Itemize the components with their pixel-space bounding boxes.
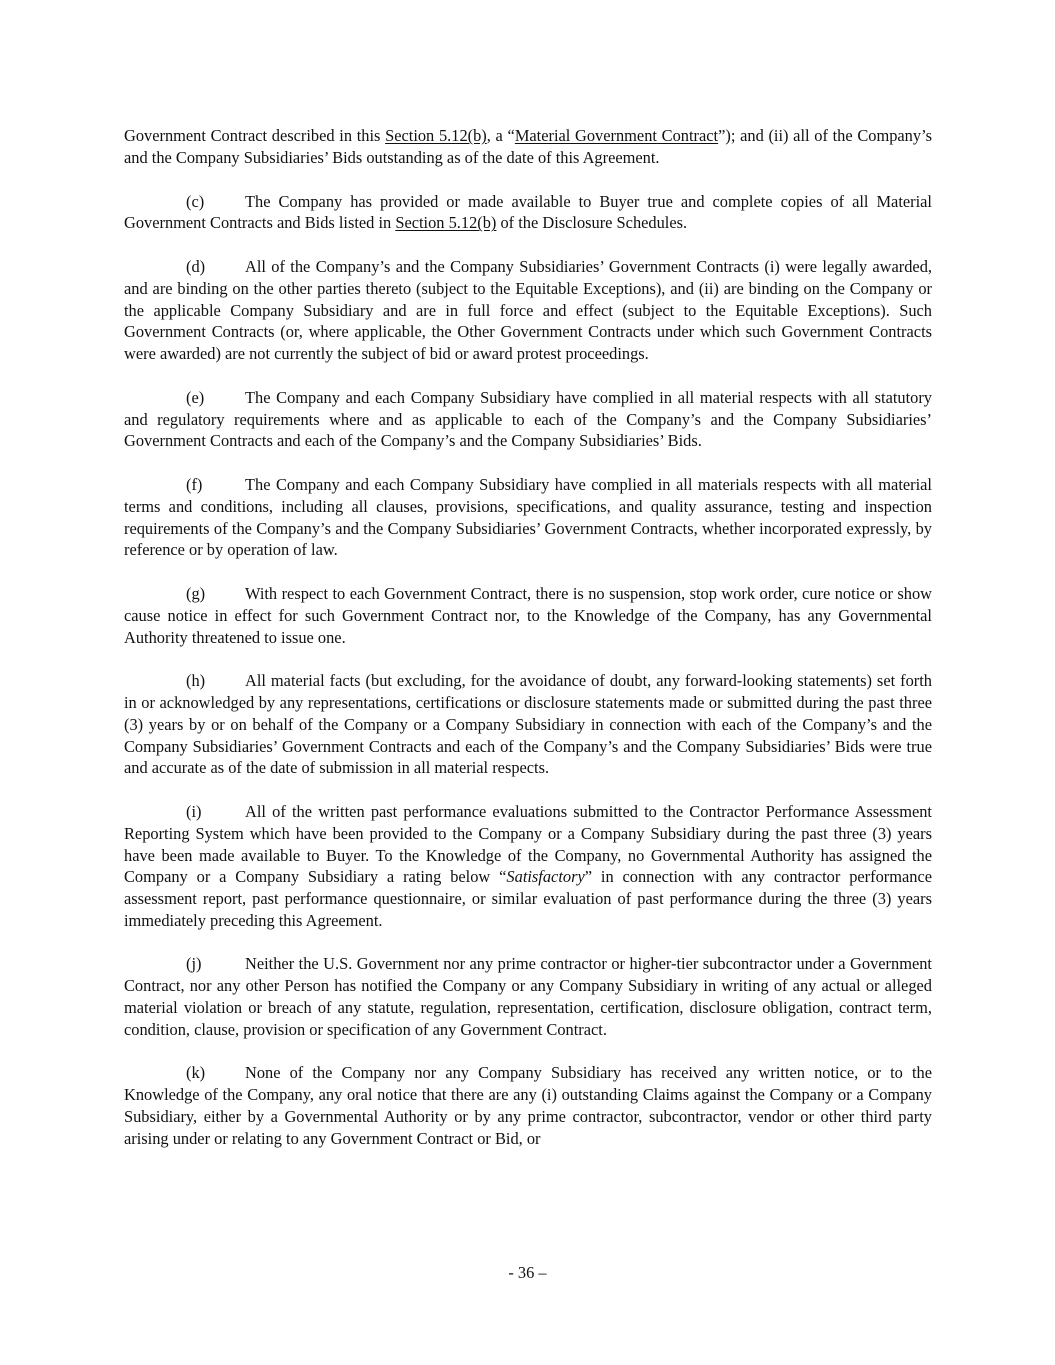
rating-term: Satisfactory <box>506 867 585 887</box>
paragraph-text: All material facts (but excluding, for the avoidance of doubt, any forward-looking statements) set forth in or acknowledged by any representations, certifications or disclosure statements made or submitted during the past three (3) years by or on behalf of the Company or a Company Subsidiary in connection with each of the Company’s and the Company Subsidiaries’ Government Contracts and each of the Company’s and the Company Subsidiaries’ Bids were true and accurate as of the date of submission in all material respects. <box>124 671 932 778</box>
paragraph-text: ” in connection with any contractor performance assessment report, past performance questionnaire, or similar evaluation of past performance during the three (3) years immediately preceding this Agreement. <box>124 867 933 930</box>
paragraph-label: (c) <box>186 191 205 211</box>
document-page <box>124 125 932 1171</box>
paragraph-text: The Company and each Company Subsidiary have complied in all materials respects with all material terms and conditions, including all clauses, provisions, specifications, and quality assurance, testing and inspection requirements of the Company’s and the Company Subsidiaries’ Government Contracts, whether incorporated expressly, by reference or by operation of law. <box>124 474 932 560</box>
section-reference: Section 5.12(b) <box>395 213 497 233</box>
paragraph-text: The Company has provided or made available to Buyer true and complete copies of all Material Government Contracts and Bids listed in <box>124 191 932 233</box>
paragraph-h <box>124 670 932 779</box>
paragraph-text: Government Contract described in this <box>124 126 386 145</box>
page-number: - 36 – <box>508 1263 547 1282</box>
paragraph-k <box>124 1062 932 1149</box>
paragraph-label: (k) <box>186 1063 206 1083</box>
paragraph-label: (g) <box>186 583 206 603</box>
paragraph-label: (f) <box>186 474 203 494</box>
paragraph-label: (j) <box>186 954 202 974</box>
paragraph-label: (d) <box>186 256 206 276</box>
paragraph-text: All of the written past performance evaluations submitted to the Contractor Performance Assessment Reporting System which have been provided to the Company or a Company Subsidiary during the past three (3) years have been made available to Buyer. To the Knowledge of the Company, no Governmental Authority has assigned the Company or a Company Subsidiary a rating below “ <box>124 801 932 887</box>
paragraph-text: Neither the U.S. Government nor any prime contractor or higher-tier subcontractor under a Government Contract, nor any other Person has notified the Company or any Company Subsidiary in writing of any actual or alleged material violation or breach of any statute, regulation, representation, certification, disclosure obligation, contract term, condition, clause, provision or specification of any Government Contract. <box>124 954 932 1039</box>
paragraph-text: of the Disclosure Schedules. <box>496 213 688 233</box>
paragraph-i <box>124 801 932 932</box>
paragraph-label: (e) <box>186 387 205 407</box>
paragraph-e <box>124 387 932 452</box>
paragraph-text: The Company and each Company Subsidiary have complied in all material respects with all statutory and regulatory requirements where and as applicable to each of the Company’s and the Company Subsidiaries’ Government Contracts and each of the Company’s and the Company Subsidiaries’ Bids. <box>124 387 932 451</box>
paragraph-continuation <box>124 125 932 169</box>
section-reference: Section 5.12(b) <box>385 126 487 145</box>
paragraph-text: ”); and (ii) all of the Company’s and the Company Subsidiaries’ Bids outstanding as of the date of this Agreement. <box>124 126 933 167</box>
paragraph-d <box>124 256 932 365</box>
paragraph-text: None of the Company nor any Company Subsidiary has received any written notice, or to the Knowledge of the Company, any oral notice that there are any (i) outstanding Claims against the Company or a Company Subsidiary, either by a Governmental Authority or by any prime contractor, subcontractor, vendor or other third party arising under or relating to any Government Contract or Bid, or <box>124 1063 932 1148</box>
paragraph-c <box>124 191 932 235</box>
defined-term: Material Government Contract <box>514 126 719 145</box>
paragraph-label: (i) <box>186 801 202 821</box>
paragraph-g <box>124 583 932 648</box>
paragraph-f <box>124 474 932 561</box>
paragraph-text: , a “ <box>486 126 515 145</box>
paragraph-text: With respect to each Government Contract, there is no suspension, stop work order, cure notice or show cause notice in effect for such Government Contract nor, to the Knowledge of the Company, has any Governmental Authority threatened to issue one. <box>124 583 932 647</box>
paragraph-text: All of the Company’s and the Company Subsidiaries’ Government Contracts (i) were legally awarded, and are binding on the other parties thereto (subject to the Equitable Exceptions), and (ii) are binding on the Company or the applicable Company Subsidiary and are in full force and effect (subject to the Equitable Exceptions). Such Government Contracts (or, where applicable, the Other Government Contracts under which such Government Contracts were awarded) are not currently the subject of bid or award protest proceedings. <box>124 256 932 364</box>
paragraph-j <box>124 953 932 1040</box>
paragraph-label: (h) <box>186 671 206 691</box>
